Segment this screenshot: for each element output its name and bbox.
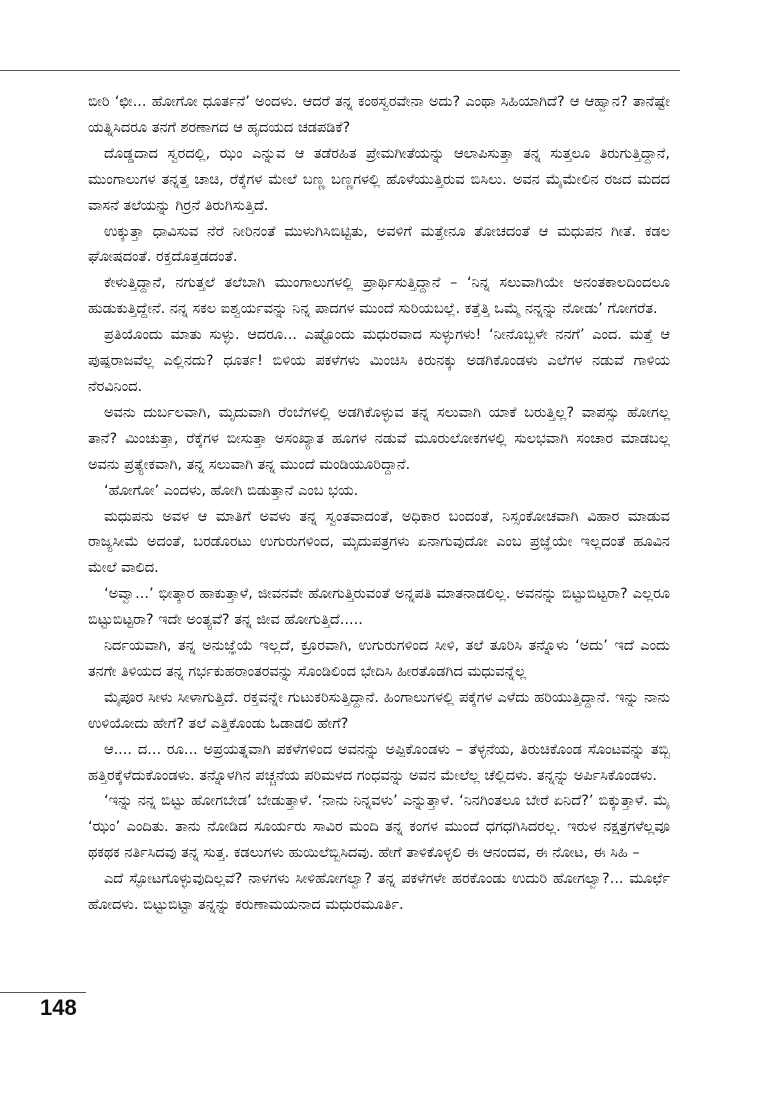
paragraph: ‘ಇನ್ನು ನನ್ನ ಬಿಟ್ಟು ಹೋಗಬೇಡ’ ಬೇಡುತ್ತಾಳೆ. ‘ನಾನು ನಿನ್ನವಳು’ ಎನ್ನುತ್ತಾಳೆ. ‘ನಿನಗಿಂತಲೂ ಬೇರೆ ಏನಿದೆ?’ ಬಿಕ್ಕುತ್ತಾಳೆ. ಮೈ ‘ಝಂ’ ಎಂದಿತು. ತಾನು ನೋಡಿದ ಸೂರ್ಯರು ಸಾವಿರ ಮಂದಿ ತನ್ನ ಕಂಗಳ ಮುಂದೆ ಧಗಧಗಿಸಿದರಲ್ಲ. ಇರುಳ ನಕ್ಷತ್ರಗಳೆಲ್ಲವೂ ಥಕಥಕ ನರ್ತಿಸಿದವು ತನ್ನ ಸುತ್ತ. ಕಡಲುಗಳು ಹುಯಿಲೆಬ್ಬಿಸಿದವು. ಹೇಗೆ ತಾಳಿಕೊಳ್ಳಲಿ ಈ ಆನಂದವ, ಈ ನೋಟ, ಈ ಸಿಹಿ – bbox=[88, 793, 670, 862]
paragraph: ದೊಡ್ಡದಾದ ಸ್ವರದಲ್ಲಿ, ಝಂ ಎನ್ನುವ ಆ ತಡೆರಹಿತ ಪ್ರೇಮಗೀತೆಯನ್ನು ಆಲಾಪಿಸುತ್ತಾ ತನ್ನ ಸುತ್ತಲೂ ತಿರುಗುತ್ತಿದ್ದಾನೆ, ಮುಂಗಾಲುಗಳ ತನ್ನತ್ತ ಚಾಚಿ, ರೆಕ್ಕೆಗಳ ಮೇಲೆ ಬಣ್ಣ ಬಣ್ಣಗಳಲ್ಲಿ ಹೊಳೆಯುತ್ತಿರುವ ಬಿಸಿಲು. ಅವನ ಮೈಮೇಲಿನ ರಜದ ಮದದ ವಾಸನೆ ತಲೆಯನ್ನು ಗಿರ್ರನೆ ತಿರುಗಿಸುತ್ತಿದೆ. bbox=[88, 145, 670, 214]
paragraph: ನಿರ್ದಯವಾಗಿ, ತನ್ನ ಅನುಜ್ಞೆಯೆ ಇಲ್ಲದೆ, ಕ್ರೂರವಾಗಿ, ಉಗುರುಗಳಿಂದ ಸೀಳಿ, ತಲೆ ತೂರಿಸಿ ತನ್ನೊಳು ‘ಅದು’ ಇದೆ ಎಂದು ತನಗೇ ತಿಳಿಯದ ತನ್ನ ಗರ್ಭಕುಹರಾಂತರವನ್ನು ಸೊಂಡಿಲಿಂದ ಭೇದಿಸಿ ಹೀರತೊಡಗಿದ ಮಧುವನ್ನೆಲ್ಲ bbox=[88, 638, 670, 680]
body-text bbox=[88, 90, 670, 919]
paragraph: ‘ಅವ್ವಾ...’ ಭೀತ್ಕಾರ ಹಾಕುತ್ತಾಳೆ, ಜೀವನವೇ ಹೋಗುತ್ತಿರುವಂತೆ ಅನ್ನಪತಿ ಮಾತನಾಡಲಿಲ್ಲ. ಅವನನ್ನು ಬಿಟ್ಟುಬಿಟ್ಟರಾ? ಎಲ್ಲರೂ ಬಿಟ್ಟುಬಿಟ್ಟರಾ? ಇದೇ ಅಂತ್ಯವೆ? ತನ್ನ ಜೀವ ಹೋಗುತ್ತಿದೆ..... bbox=[88, 586, 670, 629]
header-rule bbox=[0, 70, 680, 71]
paragraph: ಪ್ರತಿಯೊಂದು ಮಾತು ಸುಳ್ಳು. ಆದರೂ... ಎಷ್ಟೊಂದು ಮಧುರವಾದ ಸುಳ್ಳುಗಳು! ‘ನೀನೊಬ್ಬಳೇ ನನಗೆ’ ಎಂದ. ಮತ್ತೆ ಆ ಪುಷ್ಪರಾಜವೆಲ್ಲ ಎಲ್ಲಿನದು? ಧೂರ್ತ! ಬಿಳಿಯ ಪಕಳೆಗಳು ಮಿಂಚಿಸಿ ಕಿರುನಕ್ಕು ಅಡಗಿಕೊಂಡಳು ಎಲೆಗಳ ನಡುವೆ ಗಾಳಿಯ ನೆರವಿನಿಂದ. bbox=[88, 327, 670, 395]
paragraph: ಬೀರಿ ‘ಛೀ... ಹೋಗೋ ಧೂರ್ತನೆ’ ಅಂದಳು. ಆದರೆ ತನ್ನ ಕಂಠಸ್ವರವೇನಾ ಅದು? ಎಂಥಾ ಸಿಹಿಯಾಗಿದೆ? ಆ ಆಹ್ವಾನ? ತಾನೆಷ್ಟೇ ಯತ್ನಿಸಿದರೂ ತನಗೆ ಶರಣಾಗದ ಆ ಹೃದಯದ ಚಡಪಡಿಕೆ? bbox=[88, 94, 670, 136]
paragraph: ಕೇಳುತ್ತಿದ್ದಾನೆ, ನಗುತ್ತಲೆ ತಲೆಬಾಗಿ ಮುಂಗಾಲುಗಳಲ್ಲಿ ಪ್ರಾರ್ಥಿಸುತ್ತಿದ್ದಾನೆ – ‘ನಿನ್ನ ಸಲುವಾಗಿಯೇ ಅನಂತಕಾಲದಿಂದಲೂ ಹುಡುಕುತ್ತಿದ್ದೇನೆ. ನನ್ನ ಸಕಲ ಐಶ್ವರ್ಯವನ್ನು ನಿನ್ನ ಪಾದಗಳ ಮುಂದೆ ಸುರಿಯಬಲ್ಲೆ. ಕತ್ತೆತ್ತಿ ಒಮ್ಮೆ ನನ್ನನ್ನು ನೋಡು’ ಗೋಗರೆತ. bbox=[88, 275, 670, 318]
paragraph: ‘ಹೋಗೋ’ ಎಂದಳು, ಹೋಗಿ ಬಿಡುತ್ತಾನೆ ಎಂಬ ಭಯ. bbox=[104, 482, 359, 499]
paragraph: ಆ.... ದ... ರೂ... ಅಪ್ರಯತ್ನವಾಗಿ ಪಕಳೆಗಳಿಂದ ಅವನನ್ನು ಅಪ್ಪಿಕೊಂಡಳು – ತೆಳ್ಳನೆಯ, ತಿರುಚಿಕೊಂಡ ಸೊಂಟವನ್ನು ತಬ್ಬಿ ಹತ್ತಿರಕ್ಕೆಳೆದುಕೊಂಡಳು. ತನ್ನೊಳಗಿನ ಪಚ್ಚನೆಯ ಪರಿಮಳದ ಗಂಧವನ್ನು ಅವನ ಮೇಲೆಲ್ಲ ಚೆಲ್ಲಿದಳು. ತನ್ನನ್ನು ಅರ್ಪಿಸಿಕೊಂಡಳು. bbox=[88, 741, 670, 784]
page-number: 148 bbox=[40, 995, 77, 1020]
paragraph: ಮಧುಪನು ಅವಳ ಆ ಮಾತಿಗೆ ಅವಳು ತನ್ನ ಸ್ವಂತವಾದಂತೆ, ಅಧಿಕಾರ ಬಂದಂತೆ, ನಿಸ್ಸಂಕೋಚವಾಗಿ ವಿಹಾರ ಮಾಡುವ ರಾಜ್ಯಸೀಮೆ ಅದಂತೆ, ಬರಡೊರಟು ಉಗುರುಗಳಿಂದ, ಮೃದುಪತ್ರಗಳು ಏನಾಗುವುದೋ ಎಂಬ ಪ್ರಜ್ಞೆಯೇ ಇಲ್ಲದಂತೆ ಹೂವಿನ ಮೇಲೆ ವಾಲಿದ. bbox=[88, 508, 670, 577]
paragraph: ಉಕ್ಕುತ್ತಾ ಧಾವಿಸುವ ನೆರೆ ನೀರಿನಂತೆ ಮುಳುಗಿಸಿಬಿಟ್ಟಿತು, ಅವಳಿಗೆ ಮತ್ತೇನೂ ತೋಚದಂತೆ ಆ ಮಧುಪನ ಗೀತೆ. ಕಡಲ ಘೋಷದಂತೆ. ರಕ್ತದೊತ್ತಡದಂತೆ. bbox=[88, 223, 670, 266]
paragraph: ಅವನು ದುರ್ಬಲವಾಗಿ, ಮೃದುವಾಗಿ ರೆಂಬೆಗಳಲ್ಲಿ ಅಡಗಿಕೊಳ್ಳುವ ತನ್ನ ಸಲುವಾಗಿ ಯಾಕೆ ಬರುತ್ತಿಲ್ಲ? ವಾಪಸ್ಸು ಹೋಗಲ್ಲ ತಾನೆ? ಮಿಂಚುತ್ತಾ, ರೆಕ್ಕೆಗಳ ಬೀಸುತ್ತಾ ಅಸಂಖ್ಯಾತ ಹೂಗಳ ನಡುವೆ ಮೂರುಲೋಕಗಳಲ್ಲಿ ಸುಲಭವಾಗಿ ಸಂಚಾರ ಮಾಡಬಲ್ಲ ಅವನು ಪ್ರತ್ಯೇಕವಾಗಿ, ತನ್ನ ಸಲುವಾಗಿ ತನ್ನ ಮುಂದೆ ಮಂಡಿಯೂರಿದ್ದಾನೆ. bbox=[88, 404, 670, 473]
footer-rule bbox=[0, 992, 86, 993]
paragraph: ಎದೆ ಸ್ಫೋಟಗೊಳ್ಳುವುದಿಲ್ಲವೆ? ನಾಳಗಳು ಸೀಳಿಹೋಗಲ್ವಾ? ತನ್ನ ಪಕಳೆಗಳೇ ಹರಕೊಂಡು ಉದುರಿ ಹೋಗಲ್ವಾ?... ಮೂರ್ಛೆ ಹೋದಳು. ಬಿಟ್ಟುಬಿಟ್ಟಾ ತನ್ನನ್ನು ಕರುಣಾಮಯನಾದ ಮಧುರಮೂರ್ತಿ. bbox=[88, 871, 670, 914]
paragraph: ಮೈಪೂರ ಸೀಳು ಸೀಳಾಗುತ್ತಿದೆ. ರಕ್ತವನ್ನೇ ಗುಟುಕರಿಸುತ್ತಿದ್ದಾನೆ. ಹಿಂಗಾಲುಗಳಲ್ಲಿ ಪಕ್ಕೆಗಳ ಎಳೆದು ಹರಿಯುತ್ತಿದ್ದಾನೆ. ಇನ್ನು ನಾನು ಉಳಿಯೋದು ಹೇಗೆ? ತಲೆ ಎತ್ತಿಕೊಂಡು ಓಡಾಡಲಿ ಹೇಗೆ? bbox=[88, 689, 670, 732]
